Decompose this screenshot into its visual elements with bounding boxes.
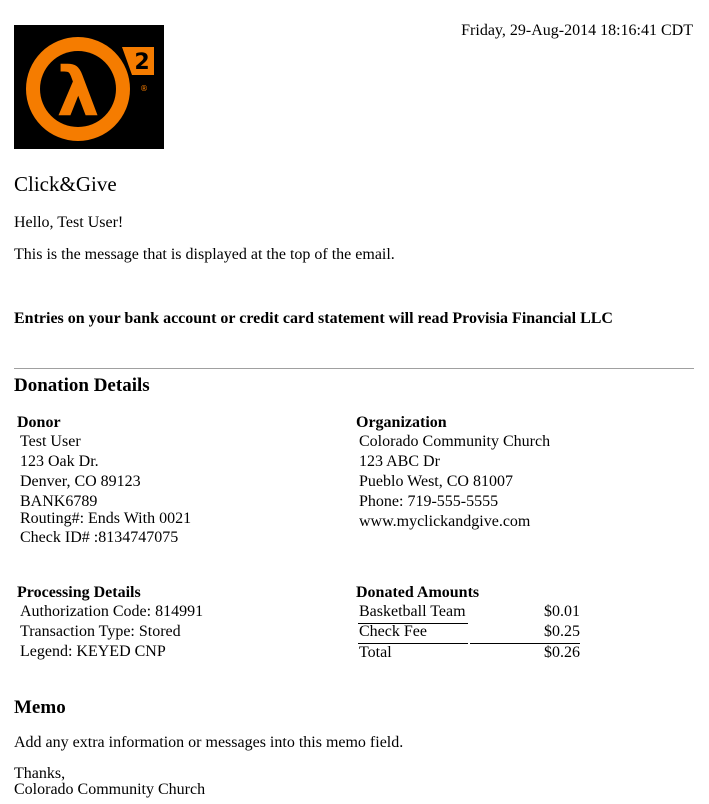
organization-website: www.myclickandgive.com (359, 513, 531, 530)
organization-name: Colorado Community Church (359, 433, 551, 450)
total-label: Total (359, 644, 392, 661)
donor-street: 123 Oak Dr. (20, 453, 99, 470)
organization-street: 123 ABC Dr (359, 453, 440, 470)
total-value: $0.26 (544, 644, 580, 661)
legend: Legend: KEYED CNP (20, 643, 166, 660)
registered-mark: ® (140, 84, 148, 93)
organization-phone: Phone: 719-555-5555 (359, 493, 499, 510)
donor-name: Test User (20, 433, 81, 450)
amount-row (356, 603, 580, 623)
amount-label: Basketball Team (359, 603, 466, 620)
amount-label: Check Fee (359, 623, 427, 640)
donor-routing: Routing#: Ends With 0021 (20, 510, 192, 527)
memo-text: Add any extra information or messages into this memo field. (14, 734, 404, 751)
total-row (356, 644, 580, 664)
donor-check-id: Check ID# :8134747075 (20, 529, 179, 546)
statement-note: Entries on your bank account or credit card statement will read Provisia Financial LLC (14, 310, 613, 327)
superscript-two: 2 (134, 50, 150, 75)
organization-heading: Organization (356, 414, 447, 431)
donor-heading: Donor (17, 414, 61, 431)
donated-amounts-heading: Donated Amounts (356, 584, 480, 601)
half-life-2-logo (14, 25, 164, 149)
closing-signature: Colorado Community Church (14, 781, 206, 798)
intro-message: This is the message that is displayed at the top of the email. (14, 246, 395, 263)
greeting: Hello, Test User! (14, 214, 124, 231)
authorization-code: Authorization Code: 814991 (20, 603, 204, 620)
donation-details-title: Donation Details (14, 375, 150, 396)
donor-bank: BANK6789 (20, 493, 98, 510)
processing-heading: Processing Details (17, 584, 141, 601)
brand-name: Click&Give (14, 172, 117, 196)
organization-city: Pueblo West, CO 81007 (359, 473, 513, 490)
timestamp: Friday, 29-Aug-2014 18:16:41 CDT (461, 22, 693, 39)
lambda-glyph: λ (56, 53, 100, 132)
donor-city: Denver, CO 89123 (20, 473, 141, 490)
closing-thanks: Thanks, (14, 765, 66, 782)
amount-row (356, 623, 580, 643)
divider (14, 368, 694, 369)
amount-value: $0.25 (544, 623, 580, 640)
memo-title: Memo (14, 697, 66, 718)
amount-value: $0.01 (544, 603, 580, 620)
transaction-type: Transaction Type: Stored (20, 623, 181, 640)
lambda-logo-icon (14, 25, 164, 149)
